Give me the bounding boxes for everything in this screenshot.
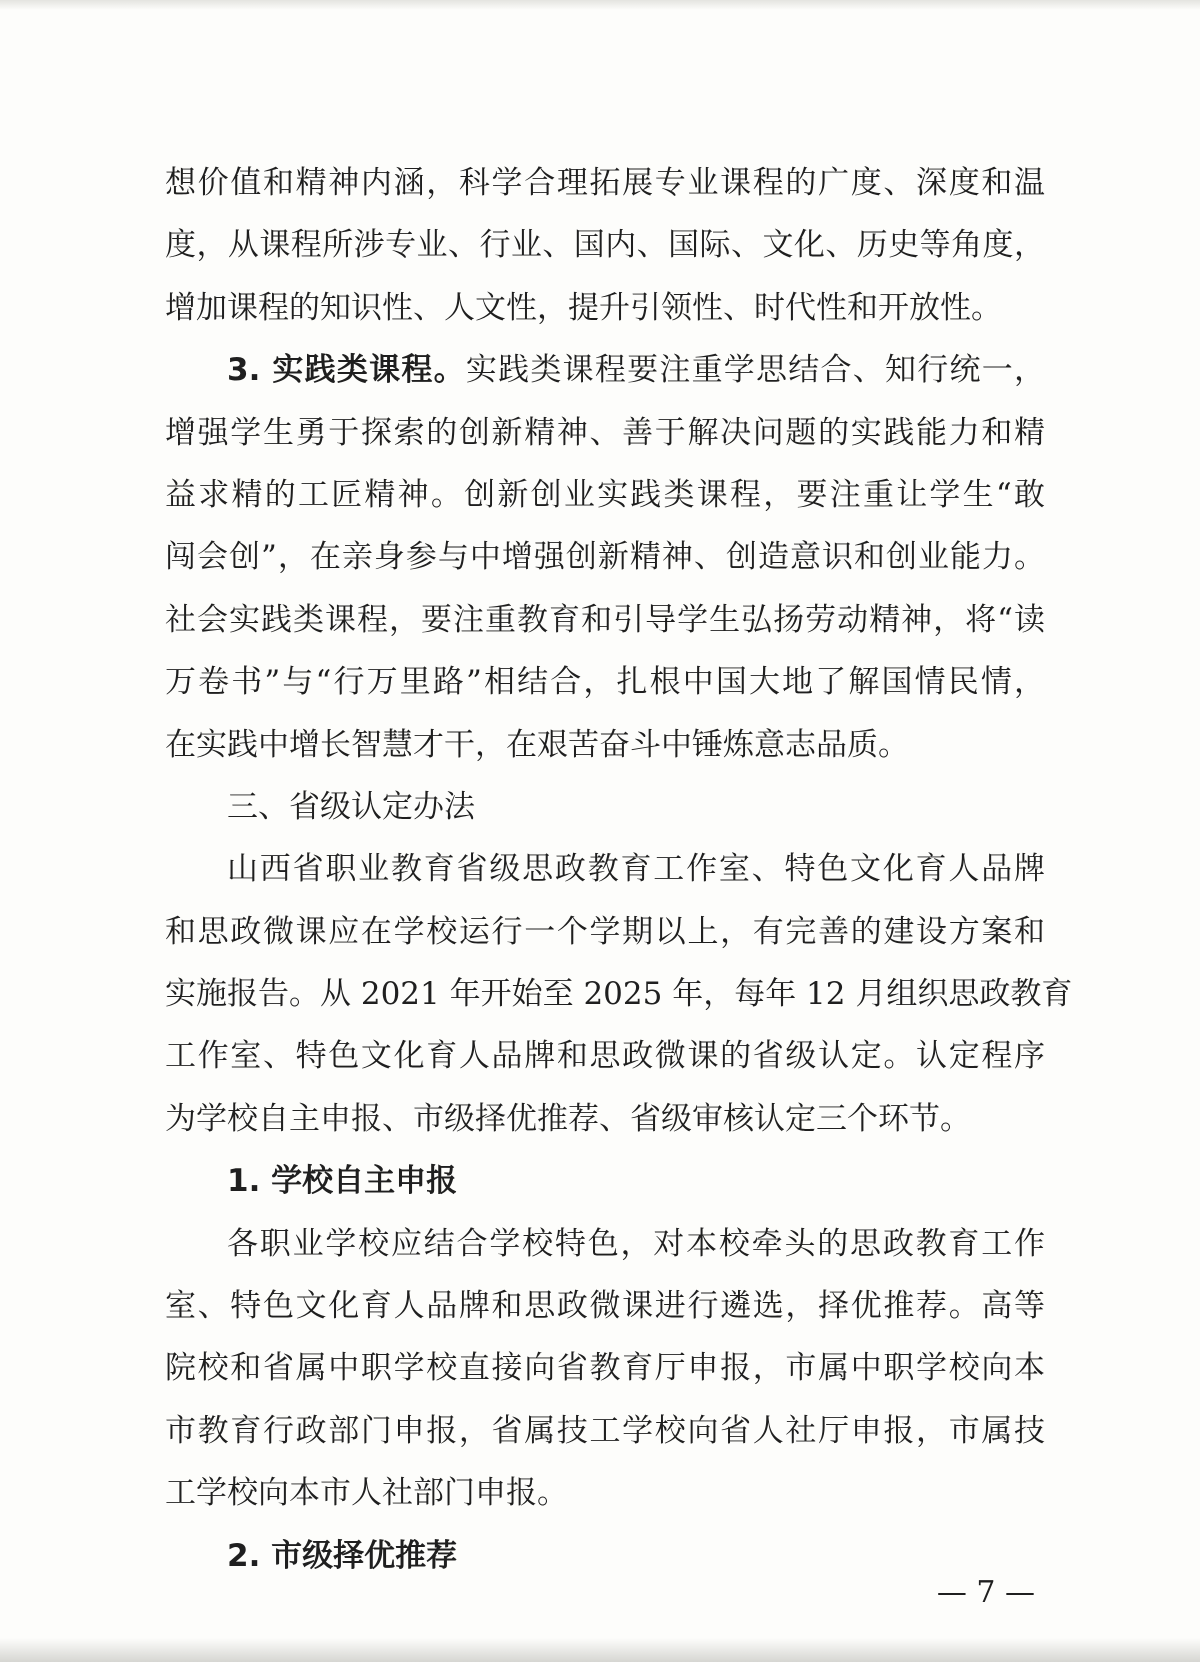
text-line: 闯会创”，在亲身参与中增强创新精神、创造意识和创业能力。 bbox=[165, 539, 1045, 576]
text-line: 市教育行政部门申报，省属技工学校向省人社厅申报，市属技 bbox=[165, 1412, 1045, 1449]
text-line: 度，从课程所涉专业、行业、国内、国际、文化、历史等角度， bbox=[165, 227, 1045, 264]
paragraph-practice-courses bbox=[165, 339, 1045, 776]
page-number: — 7 — bbox=[936, 1575, 1035, 1610]
scan-edge-top bbox=[0, 0, 1200, 10]
text-line: 山西省职业教育省级思政教育工作室、特色文化育人品牌 bbox=[227, 851, 1045, 888]
text-line: 室、特色文化育人品牌和思政微课进行遴选，择优推荐。高等 bbox=[165, 1288, 1045, 1325]
text-line: 和思政微课应在学校运行一个学期以上，有完善的建设方案和 bbox=[165, 913, 1045, 950]
paragraph-school-application bbox=[165, 1213, 1045, 1525]
text-line: 实施报告。从 2021 年开始至 2025 年，每年 12 月组织思政教育 bbox=[165, 976, 1073, 1013]
text-line: 增加课程的知识性、人文性，提升引领性、时代性和开放性。 bbox=[165, 289, 1002, 326]
text-line: 为学校自主申报、市级择优推荐、省级审核认定三个环节。 bbox=[165, 1100, 971, 1137]
paragraph-course-content bbox=[165, 152, 1045, 339]
section-heading-school-application bbox=[165, 1150, 1045, 1212]
section-heading-practice-courses: 3. 实践类课程。 bbox=[227, 352, 466, 389]
text-line: 万卷书”与“行万里路”相结合，扎根中国大地了解国情民情， bbox=[165, 664, 1045, 701]
scan-edge-bottom bbox=[0, 1638, 1200, 1662]
text-line: 工作室、特色文化育人品牌和思政微课的省级认定。认定程序 bbox=[165, 1038, 1045, 1075]
section-heading-city-recommendation bbox=[165, 1525, 1045, 1587]
text-line: 三、省级认定办法 bbox=[227, 788, 475, 825]
text-line: 增强学生勇于探索的创新精神、善于解决问题的实践能力和精 bbox=[165, 414, 1045, 451]
paragraph-certification-overview bbox=[165, 838, 1073, 1150]
text-line: 1. 学校自主申报 bbox=[227, 1163, 458, 1200]
section-heading-provincial-certification bbox=[165, 776, 1045, 838]
text-line: 社会实践类课程，要注重教育和引导学生弘扬劳动精神，将“读 bbox=[165, 601, 1045, 638]
document-body bbox=[165, 152, 1073, 1587]
text-line: 2. 市级择优推荐 bbox=[227, 1537, 458, 1574]
text-line: 益求精的工匠精神。创新创业实践类课程，要注重让学生“敢 bbox=[165, 476, 1045, 513]
text-line bbox=[165, 339, 1045, 401]
text-line: 院校和省属中职学校直接向省教育厅申报，市属中职学校向本 bbox=[165, 1350, 1045, 1387]
text-line: 想价值和精神内涵，科学合理拓展专业课程的广度、深度和温 bbox=[165, 165, 1045, 201]
text-line: 各职业学校应结合学校特色，对本校牵头的思政教育工作 bbox=[227, 1225, 1045, 1262]
text-run: 实践类课程要注重学思结合、知行统一， bbox=[465, 352, 1046, 389]
text-line: 在实践中增长智慧才干，在艰苦奋斗中锤炼意志品质。 bbox=[165, 726, 909, 763]
text-line: 工学校向本市人社部门申报。 bbox=[165, 1475, 568, 1512]
